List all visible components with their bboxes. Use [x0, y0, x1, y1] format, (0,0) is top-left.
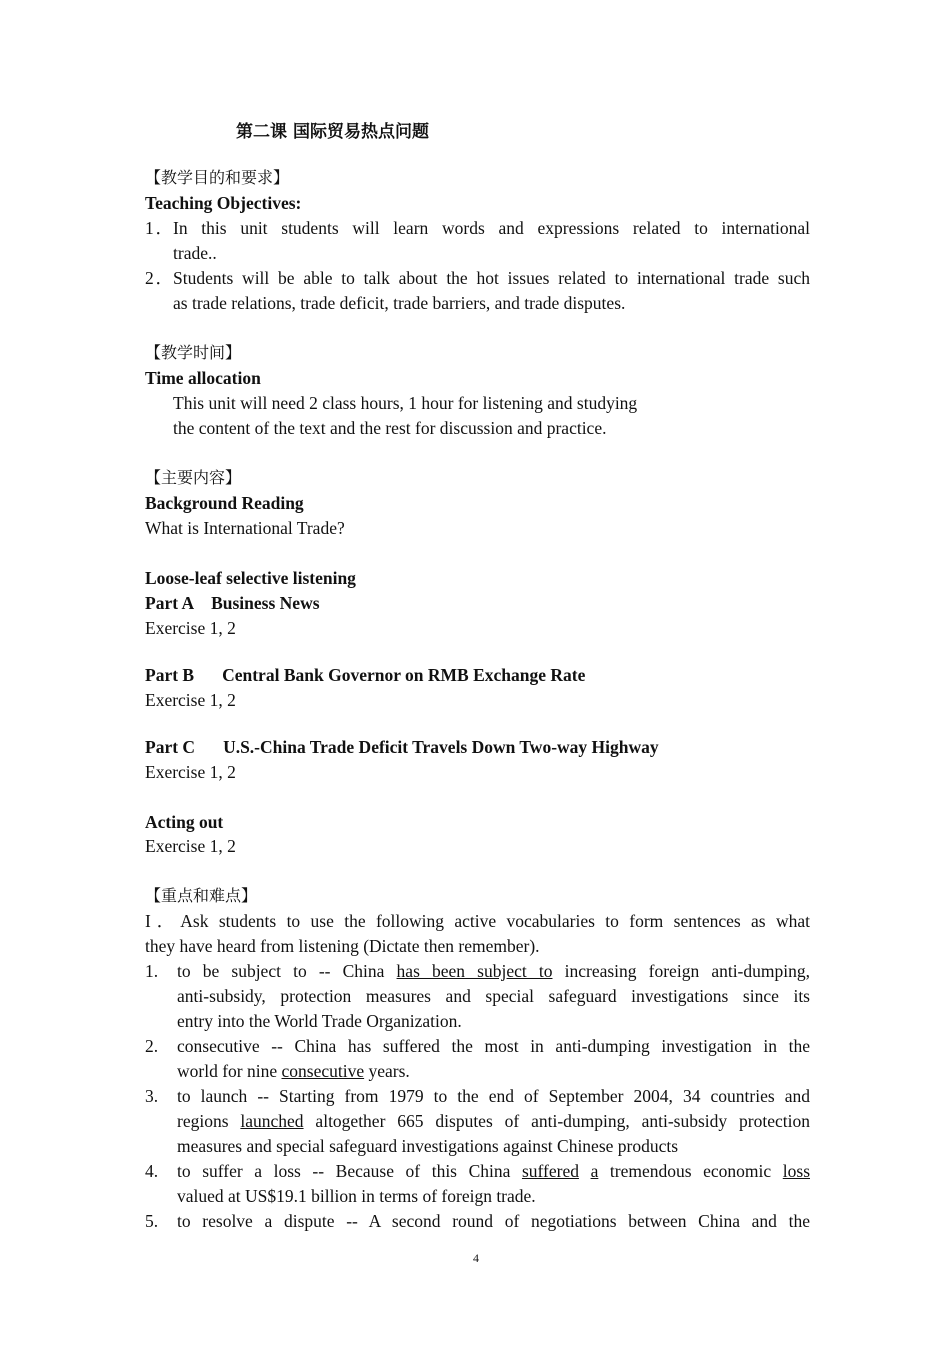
- vocab-item-2-text-post: years.: [364, 1061, 410, 1081]
- vocab-item-1-number: 1.: [145, 961, 159, 981]
- vocab-item-4-underlined-3: loss: [782, 1161, 810, 1181]
- part-b-heading: [145, 663, 585, 688]
- vocab-item-4-underlined-2: a: [590, 1161, 599, 1181]
- vocab-item-3-text-post: altogether 665 disputes of anti-dumping, anti-subsidy protection: [303, 1111, 810, 1131]
- page-title: 第二课 国际贸易热点问题: [236, 122, 429, 142]
- part-b-label: Part B: [145, 665, 195, 685]
- part-b-exercise: Exercise 1, 2: [145, 690, 236, 710]
- vocab-item-2-underlined: consecutive: [281, 1061, 365, 1081]
- vocab-item-3-line-3: measures and special safeguard investigations against Chinese products: [177, 1136, 679, 1156]
- vocab-item-2-text-pre: world for nine: [177, 1061, 282, 1081]
- background-reading-heading: Background Reading: [145, 493, 304, 513]
- vocab-item-3-line-1: [145, 1084, 810, 1109]
- acting-out-exercise: Exercise 1, 2: [145, 836, 236, 856]
- objectives-heading-en: Teaching Objectives:: [145, 193, 302, 213]
- objectives-heading-cn: 【教学目的和要求】: [145, 168, 290, 187]
- intro-line-1: I．Ask students to use the following active vocabularies to form sentences as what: [145, 911, 810, 931]
- part-c-exercise: Exercise 1, 2: [145, 762, 236, 782]
- part-c-title: U.S.-China Trade Deficit Travels Down Two-way Highway: [223, 737, 659, 757]
- vocab-item-3-underlined: launched: [240, 1111, 304, 1131]
- vocab-item-1-text-pre: to be subject to -- China: [177, 961, 397, 981]
- vocab-item-1-line-2: anti-subsidy, protection measures and special safeguard investigations since its: [177, 986, 810, 1006]
- vocab-item-3-line-2: [177, 1109, 810, 1134]
- objective-2-text: Students will be able to talk about the hot issues related to international trade such: [173, 268, 810, 288]
- vocab-item-1-line-3: entry into the World Trade Organization.: [177, 1011, 462, 1031]
- vocab-item-1-line-1: [145, 959, 810, 984]
- objective-1-text: In this unit students will learn words and expressions related to international: [173, 218, 810, 238]
- vocab-item-3-sentence: to launch -- Starting from 1979 to the end of September 2004, 34 countries and: [177, 1086, 810, 1106]
- part-a-heading: [145, 591, 320, 616]
- vocab-item-4-number: 4.: [145, 1161, 159, 1181]
- vocab-item-5-sentence: to resolve a dispute -- A second round of negotiations between China and the: [177, 1211, 810, 1231]
- objective-1-number: 1．: [145, 218, 173, 238]
- vocab-item-3-text-pre: regions: [177, 1111, 241, 1131]
- vocab-item-3-number: 3.: [145, 1086, 159, 1106]
- part-a-exercise: Exercise 1, 2: [145, 618, 236, 638]
- vocab-item-2-line-1: [145, 1034, 810, 1059]
- vocab-item-4-text-pre: to suffer a loss -- Because of this China: [177, 1161, 522, 1181]
- objective-2-line-2: as trade relations, trade deficit, trade barriers, and trade disputes.: [173, 293, 626, 313]
- vocab-item-4-line-1: [145, 1159, 810, 1184]
- vocab-item-4-line-2: valued at US$19.1 billion in terms of foreign trade.: [177, 1186, 536, 1206]
- vocab-item-2-line-2: [177, 1059, 410, 1084]
- key-points-heading-cn: 【重点和难点】: [145, 886, 258, 905]
- part-a-title: Business News: [211, 593, 320, 613]
- time-heading-en: Time allocation: [145, 368, 261, 388]
- time-text-line-1: This unit will need 2 class hours, 1 hour for listening and studying: [173, 393, 638, 413]
- objective-1-line-1: [145, 216, 810, 241]
- vocab-item-1-sentence: [177, 959, 810, 984]
- loose-leaf-heading: Loose-leaf selective listening: [145, 568, 356, 588]
- vocab-item-2-number: 2.: [145, 1036, 159, 1056]
- vocab-item-5-line-1: [145, 1209, 810, 1234]
- vocab-item-1-text-post: increasing foreign anti-dumping,: [552, 961, 810, 981]
- vocab-item-4-text-mid: tremendous economic: [598, 1161, 783, 1181]
- vocab-item-2-sentence: consecutive -- China has suffered the most in anti-dumping investigation in the: [177, 1036, 810, 1056]
- time-heading-cn: 【教学时间】: [145, 343, 242, 362]
- content-heading-cn: 【主要内容】: [145, 468, 242, 487]
- objective-2-line-1: [145, 266, 810, 291]
- vocab-item-1-underlined: has been subject to: [396, 961, 553, 981]
- part-b-title: Central Bank Governor on RMB Exchange Rate: [222, 665, 586, 685]
- intro-line-2: they have heard from listening (Dictate then remember).: [145, 936, 540, 956]
- vocab-item-5-number: 5.: [145, 1211, 159, 1231]
- time-text-line-2: the content of the text and the rest for discussion and practice.: [173, 418, 607, 438]
- vocab-item-4-underlined-1: suffered: [521, 1161, 579, 1181]
- objective-1-line-2: trade..: [173, 243, 217, 263]
- vocab-item-4-sentence: [177, 1159, 810, 1184]
- part-a-label: Part A: [145, 593, 195, 613]
- part-c-heading: [145, 735, 659, 760]
- acting-out-heading: Acting out: [145, 812, 224, 832]
- objective-2-number: 2．: [145, 268, 173, 288]
- background-reading-question: What is International Trade?: [145, 518, 345, 538]
- page-number: 4: [473, 1251, 479, 1265]
- part-c-label: Part C: [145, 737, 196, 757]
- vocab-item-4-space: [579, 1161, 591, 1181]
